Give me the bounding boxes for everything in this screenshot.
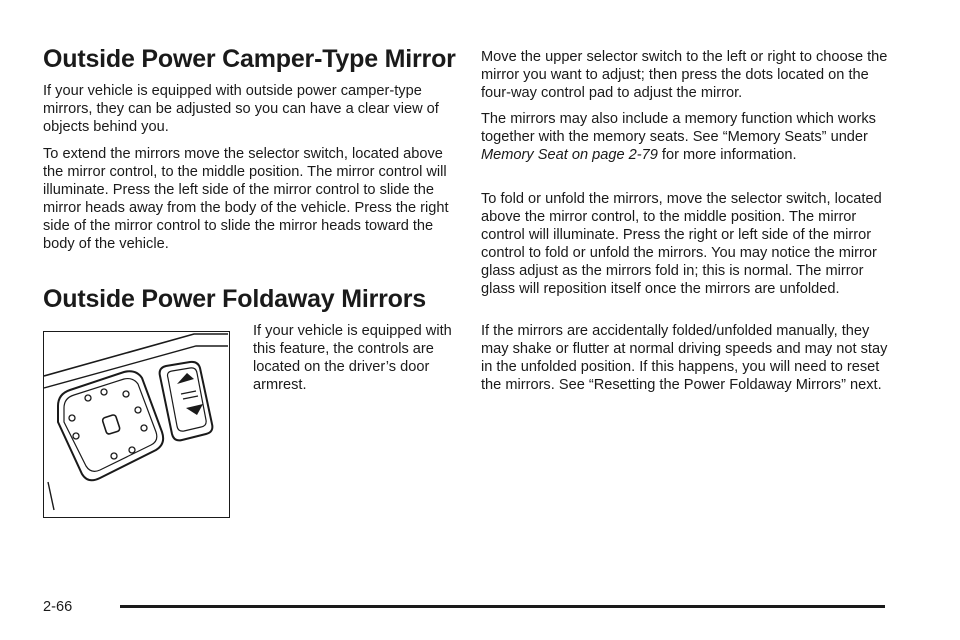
adjust-mirror-instructions: Move the upper selector switch to the left or right to choose the mirror you want to adjust; then press the dots located on the four-way control pad to adjust the mirror. [481, 49, 888, 101]
page-number: 2-66 [43, 599, 73, 615]
memory-text-before: The mirrors may also include a memory function which works together with the memory seats. See “Memory Seats” under [481, 111, 876, 145]
memory-seat-reference: Memory Seat on page 2-79 [481, 147, 658, 163]
memory-text-after: for more information. [657, 147, 797, 163]
foldaway-mirrors-intro: If your vehicle is equipped with this feature, the controls are located on the driver’s door armrest. [253, 323, 452, 393]
footer-rule [120, 605, 885, 608]
memory-function-paragraph [481, 110, 893, 164]
mirror-control-drawing [44, 332, 228, 516]
four-way-control-pad [58, 371, 163, 480]
camper-mirror-extend-instructions: To extend the mirrors move the selector switch, located above the mirror control, to the middle position. The mirror control will illuminate. Press the left side of the mirror control to slide the mirror heads away from the body of the vehicle. Press the right side of the mirror control to slide the mirror heads toward the body of the vehicle. [43, 146, 449, 252]
camper-mirror-intro: If your vehicle is equipped with outside power camper-type mirrors, they can be adjusted so you can have a clear view of objects behind you. [43, 83, 439, 135]
heading-camper-mirror: Outside Power Camper-Type Mirror [43, 45, 456, 73]
fold-unfold-instructions: To fold or unfold the mirrors, move the selector switch, located above the mirror control, to the middle position. The mirror control will illuminate. Press the right or left side of the mirror control to fold or unfold the mirrors. You may notice the mirror glass adjust as the mirrors fold in; this is normal. The mirror glass will reposition itself once the mirrors are unfolded. [481, 191, 882, 297]
manual-fold-warning: If the mirrors are accidentally folded/unfolded manually, they may shake or flutter at normal driving speeds and may not stay in the unfolded position. If this happens, you will need to reset the mirrors. See “Resetting the Power Foldaway Mirrors” next. [481, 323, 888, 393]
mirror-control-illustration [43, 331, 230, 518]
heading-foldaway-mirrors: Outside Power Foldaway Mirrors [43, 285, 426, 313]
selector-switch [160, 362, 213, 441]
